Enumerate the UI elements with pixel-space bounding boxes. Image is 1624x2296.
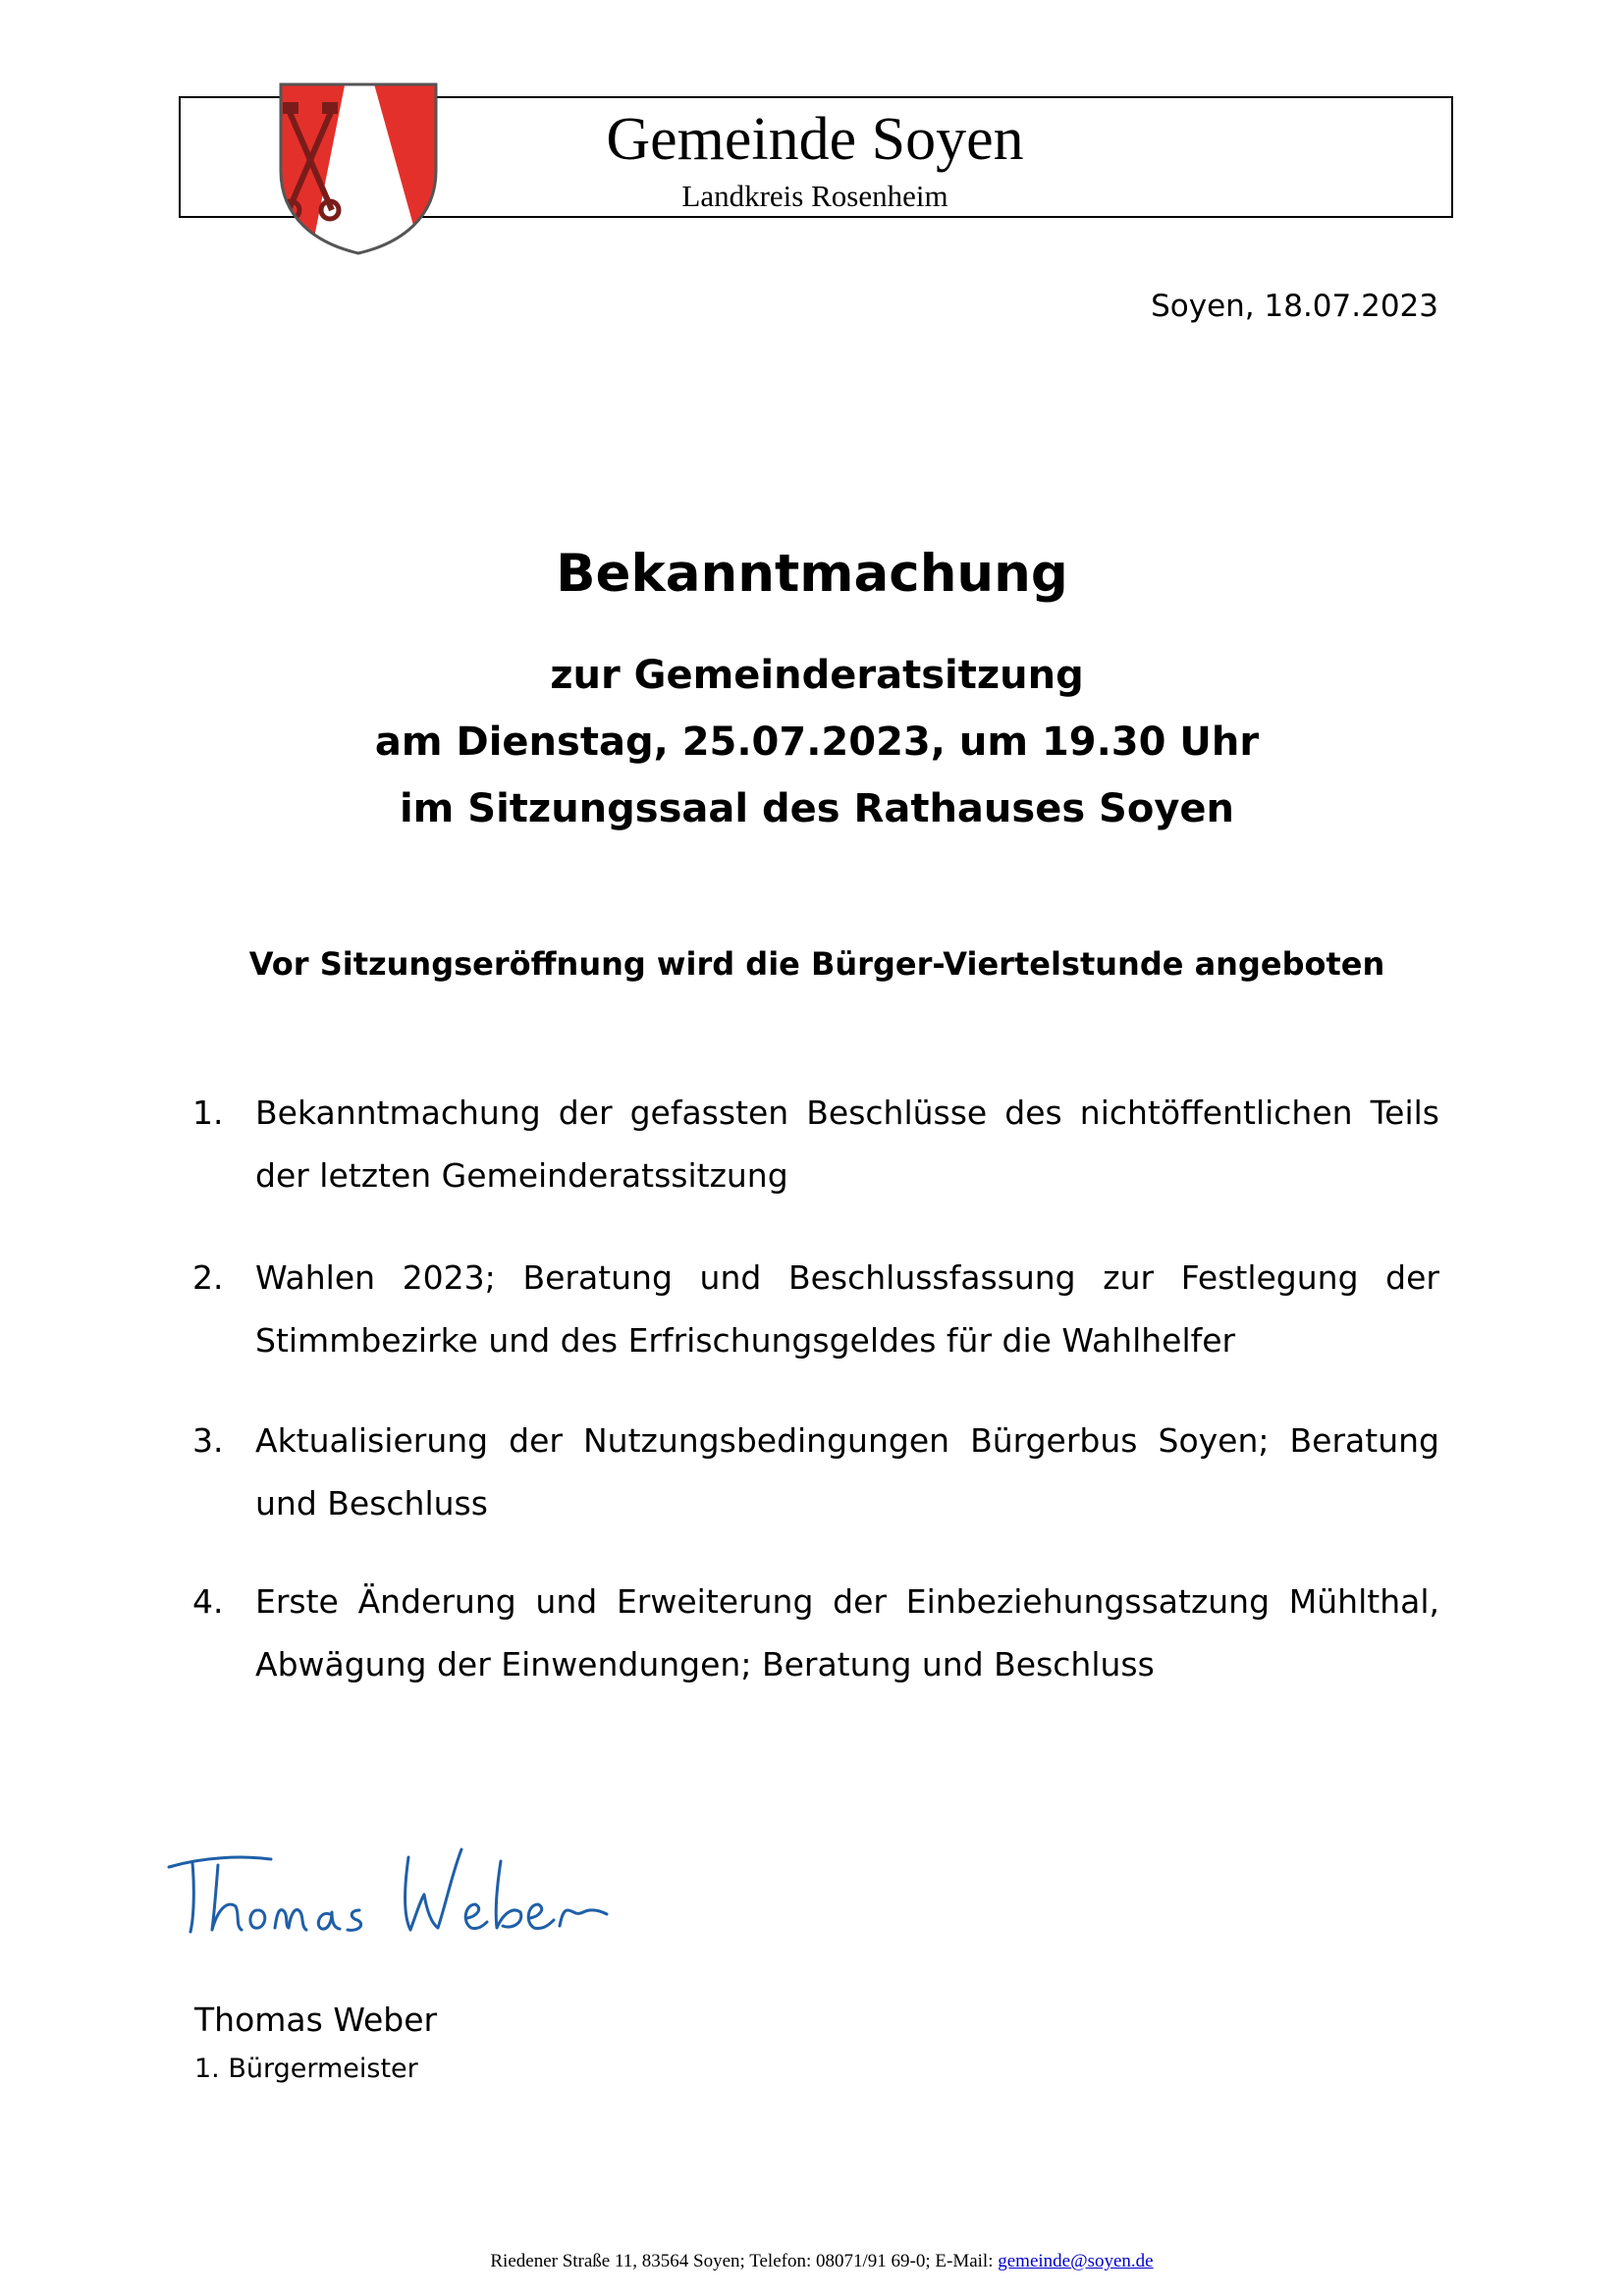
subtitle-line: am Dienstag, 25.07.2023, um 19.30 Uhr bbox=[374, 720, 1260, 765]
agenda-item-text: Aktualisierung der Nutzungsbedingungen Bürgerbus Soyen; Beratung und Beschluss bbox=[255, 1421, 1439, 1522]
footer bbox=[0, 2250, 1624, 2273]
agenda-item-number: 4. bbox=[192, 1582, 224, 1621]
signer-name: Thomas Weber bbox=[194, 2001, 438, 2039]
org-name: Gemeinde Soyen bbox=[606, 106, 1024, 173]
agenda-item bbox=[192, 1410, 1439, 1535]
document-title: Bekanntmachung bbox=[556, 544, 1068, 604]
agenda-item-text: Bekanntmachung der gefassten Beschlüsse des nichtöffentlichen Teils der letzten Gemeinderatssitzung bbox=[255, 1094, 1439, 1195]
agenda-item bbox=[192, 1247, 1439, 1372]
footer-email-link[interactable]: gemeinde@soyen.de bbox=[998, 2251, 1154, 2271]
agenda-item bbox=[192, 1082, 1439, 1207]
document-date: Soyen, 18.07.2023 bbox=[1151, 289, 1438, 324]
agenda-item-text: Erste Änderung und Erweiterung der Einbeziehungssatzung Mühlthal, Abwägung der Einwendungen; Beratung und Beschluss bbox=[255, 1582, 1439, 1683]
pre-session-note: Vor Sitzungseröffnung wird die Bürger-Viertelstunde angeboten bbox=[248, 945, 1385, 983]
agenda-item-number: 3. bbox=[192, 1421, 224, 1460]
agenda-list bbox=[192, 1082, 1439, 1735]
subtitle-line: zur Gemeinderatsitzung bbox=[550, 653, 1084, 698]
footer-address: Riedener Straße 11, 83564 Soyen; Telefon: 08071/91 69-0; E-Mail: bbox=[490, 2251, 999, 2271]
agenda-item bbox=[192, 1571, 1439, 1696]
coat-of-arms-icon bbox=[275, 80, 442, 257]
agenda-item-number: 1. bbox=[192, 1094, 224, 1132]
subtitle-line: im Sitzungssaal des Rathauses Soyen bbox=[399, 786, 1235, 831]
agenda-item-text: Wahlen 2023; Beratung und Beschlussfassung zur Festlegung der Stimmbezirke und des Erfrischungsgeldes für die Wahlhelfer bbox=[255, 1258, 1439, 1360]
handwritten-signature bbox=[163, 1836, 615, 1944]
org-district: Landkreis Rosenheim bbox=[681, 179, 948, 213]
agenda-item-number: 2. bbox=[192, 1258, 224, 1297]
signer-role: 1. Bürgermeister bbox=[194, 2054, 418, 2084]
